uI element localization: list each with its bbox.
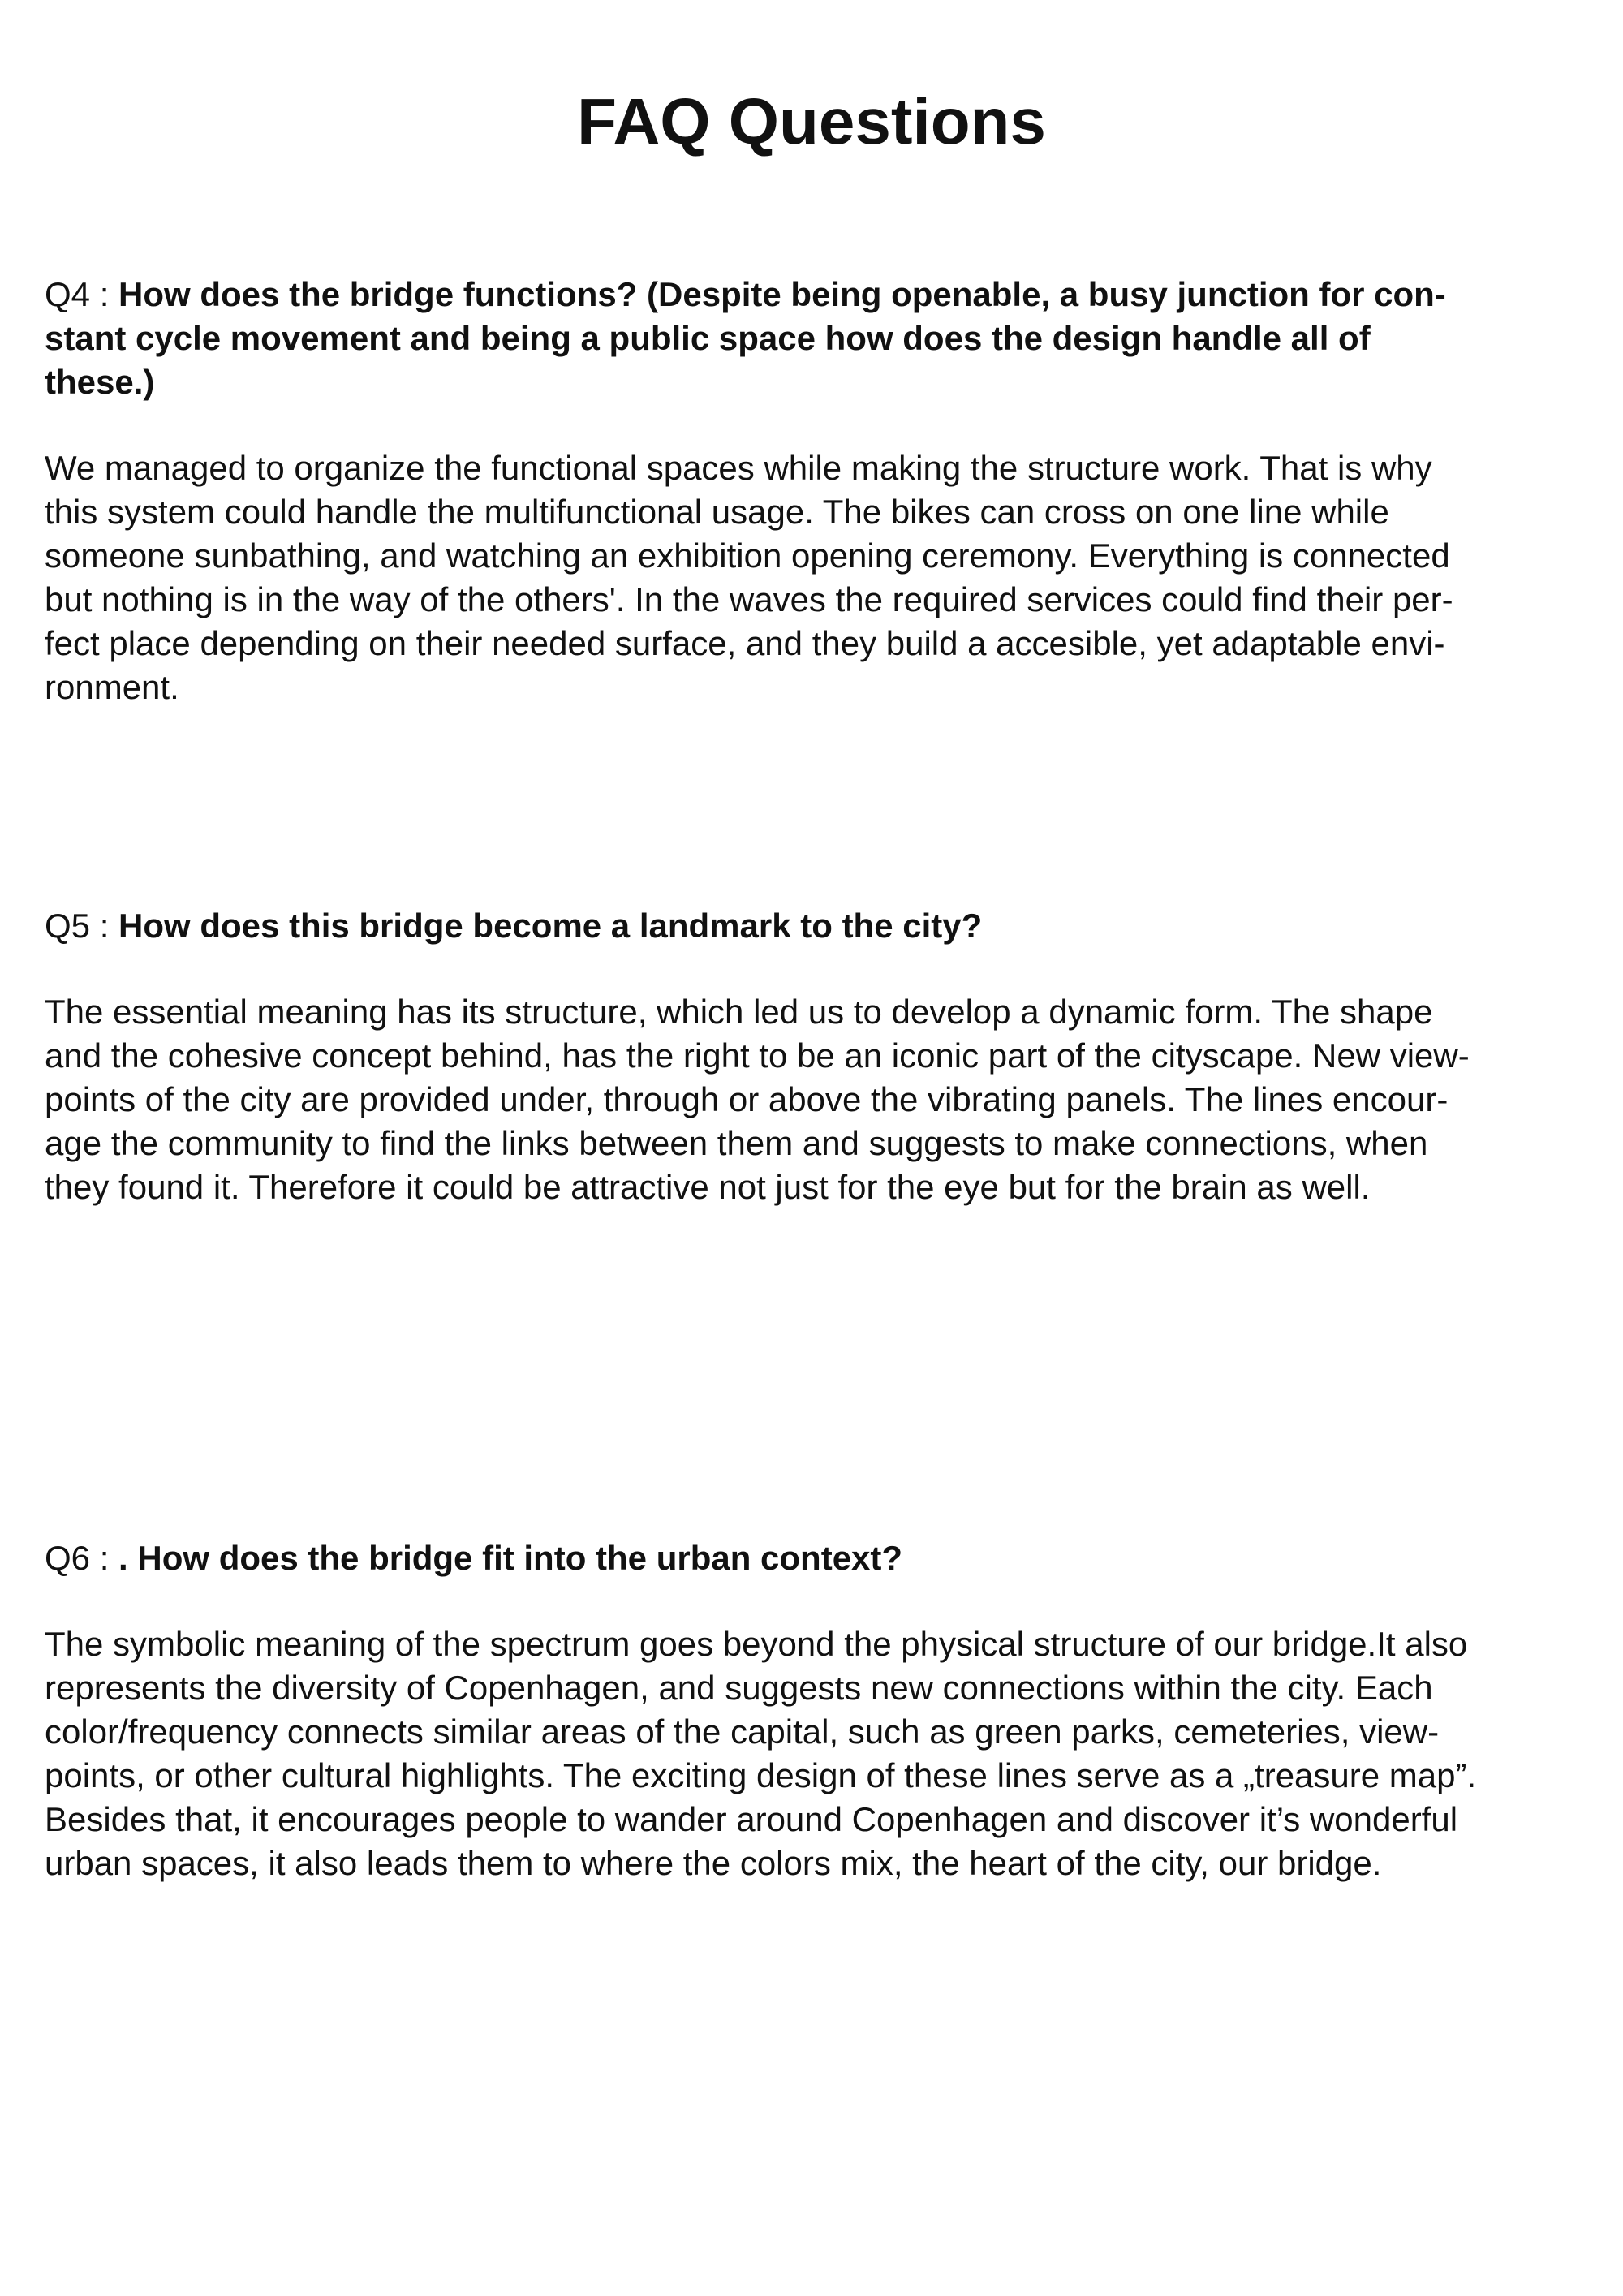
answer-line: someone sunbathing, and watching an exhibition opening ceremony. Everything is connected <box>45 536 1450 575</box>
answer-line: Besides that, it encourages people to wander around Copenhagen and discover it’s wonderful <box>45 1800 1458 1838</box>
answer-line: urban spaces, it also leads them to where the colors mix, the heart of the city, our bridge. <box>45 1844 1382 1882</box>
question-number: Q4 : <box>45 275 119 313</box>
question-text: How does this bridge become a landmark to the city? <box>118 907 983 945</box>
faq-item-q4 <box>45 273 1578 709</box>
faq-question <box>45 1536 1578 1580</box>
answer-line: they found it. Therefore it could be attractive not just for the eye but for the brain as well. <box>45 1168 1371 1206</box>
faq-item-q5 <box>45 904 1578 1209</box>
answer-line: points of the city are provided under, through or above the vibrating panels. The lines encour- <box>45 1080 1449 1118</box>
faq-answer <box>45 990 1578 1209</box>
faq-item-q6 <box>45 1536 1578 1885</box>
answer-line: fect place depending on their needed surface, and they build a accesible, yet adaptable envi- <box>45 624 1445 662</box>
answer-line: ronment. <box>45 668 179 706</box>
answer-line: this system could handle the multifunctional usage. The bikes can cross on one line while <box>45 493 1389 531</box>
answer-line: and the cohesive concept behind, has the right to be an iconic part of the cityscape. New view- <box>45 1036 1470 1075</box>
answer-line: The essential meaning has its structure, which led us to develop a dynamic form. The shape <box>45 993 1433 1031</box>
faq-question <box>45 904 1578 948</box>
faq-answer <box>45 1622 1578 1885</box>
answer-line: but nothing is in the way of the others'. In the waves the required services could find their per- <box>45 580 1453 618</box>
question-text: these.) <box>45 363 155 401</box>
faq-question <box>45 273 1578 404</box>
answer-line: age the community to find the links between them and suggests to make connections, when <box>45 1124 1428 1162</box>
answer-line: points, or other cultural highlights. The exciting design of these lines serve as a „treasure map”. <box>45 1756 1477 1794</box>
question-number: Q6 : <box>45 1539 119 1577</box>
faq-answer <box>45 446 1578 709</box>
question-text: stant cycle movement and being a public space how does the design handle all of <box>45 319 1371 357</box>
question-number: Q5 : <box>45 907 119 945</box>
question-text: How does the bridge functions? (Despite being openable, a busy junction for con- <box>118 275 1446 313</box>
answer-line: The symbolic meaning of the spectrum goes beyond the physical structure of our bridge.It also <box>45 1625 1468 1663</box>
question-line <box>45 273 1578 317</box>
answer-line: color/frequency connects similar areas of the capital, such as green parks, cemeteries, view- <box>45 1712 1440 1751</box>
question-text: . How does the bridge fit into the urban context? <box>118 1539 903 1577</box>
question-line <box>45 904 1578 948</box>
page-title: FAQ Questions <box>577 85 1046 157</box>
answer-line: We managed to organize the functional spaces while making the structure work. That is why <box>45 449 1432 487</box>
answer-line: represents the diversity of Copenhagen, and suggests new connections within the city. Each <box>45 1669 1433 1707</box>
question-line <box>45 1536 1578 1580</box>
